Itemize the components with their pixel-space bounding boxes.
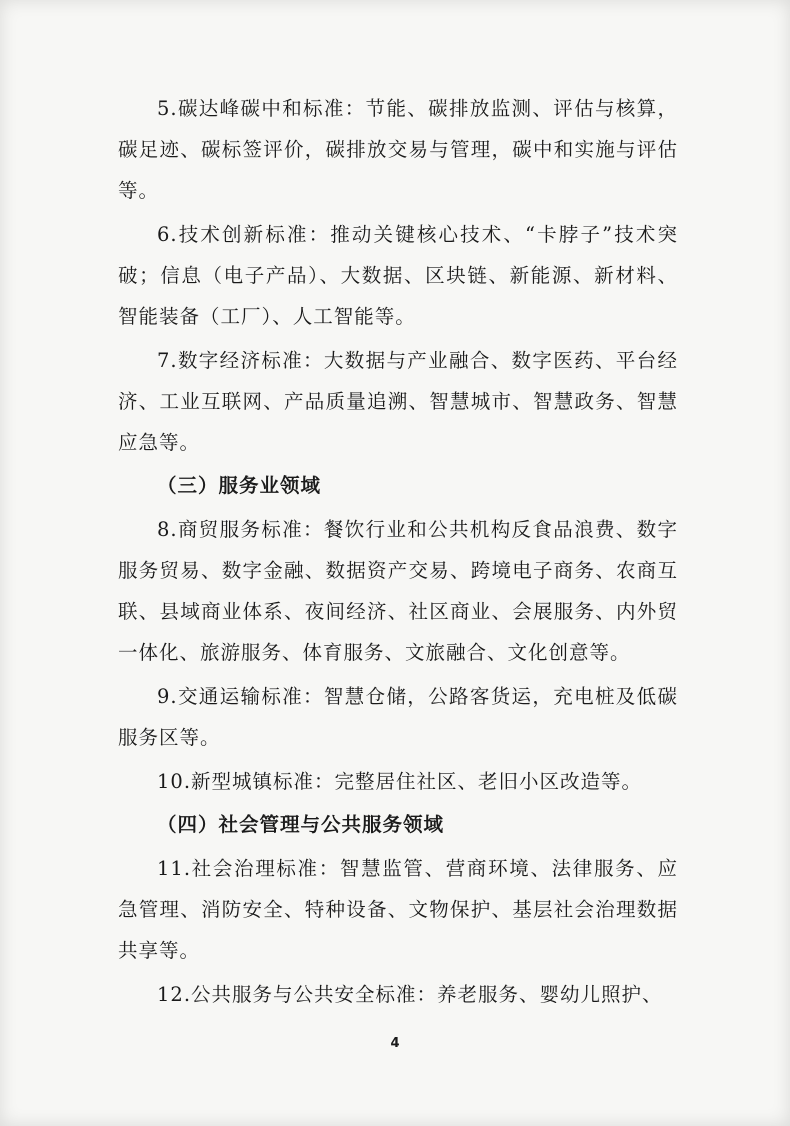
- section-heading-services: （三）服务业领域: [157, 474, 322, 497]
- paragraph-item-12: 12.公共服务与公共安全标准：养老服务、婴幼儿照护、: [157, 983, 663, 1006]
- paragraph-item-10: 10.新型城镇标准：完整居住社区、老旧小区改造等。: [157, 770, 643, 793]
- paragraph-item-9: 9.交通运输标准：智慧仓储，公路客货运，充电桩及低碳服务区等。: [118, 685, 678, 749]
- document-body: [118, 88, 678, 1015]
- section-heading-public-services: （四）社会管理与公共服务领域: [157, 813, 445, 836]
- paragraph-item-6: 6.技术创新标准：推动关键核心技术、“卡脖子”技术突破；信息（电子产品）、大数据、区块链、新能源、新材料、智能装备（工厂）、人工智能等。: [118, 223, 678, 328]
- paragraph-item-7: 7.数字经济标准：大数据与产业融合、数字医药、平台经济、工业互联网、产品质量追溯、智慧城市、智慧政务、智慧应急等。: [118, 349, 678, 454]
- page-number: 4: [390, 1036, 400, 1051]
- paragraph-item-11: 11.社会治理标准：智慧监管、营商环境、法律服务、应急管理、消防安全、特种设备、文物保护、基层社会治理数据共享等。: [118, 857, 678, 962]
- paragraph-item-5: 5.碳达峰碳中和标准：节能、碳排放监测、评估与核算，碳足迹、碳标签评价，碳排放交易与管理，碳中和实施与评估等。: [118, 97, 678, 202]
- paragraph-item-8: 8.商贸服务标准：餐饮行业和公共机构反食品浪费、数字服务贸易、数字金融、数据资产交易、跨境电子商务、农商互联、县域商业体系、夜间经济、社区商业、会展服务、内外贸一体化、旅游服务、体育服务、文旅融合、文化创意等。: [118, 518, 678, 664]
